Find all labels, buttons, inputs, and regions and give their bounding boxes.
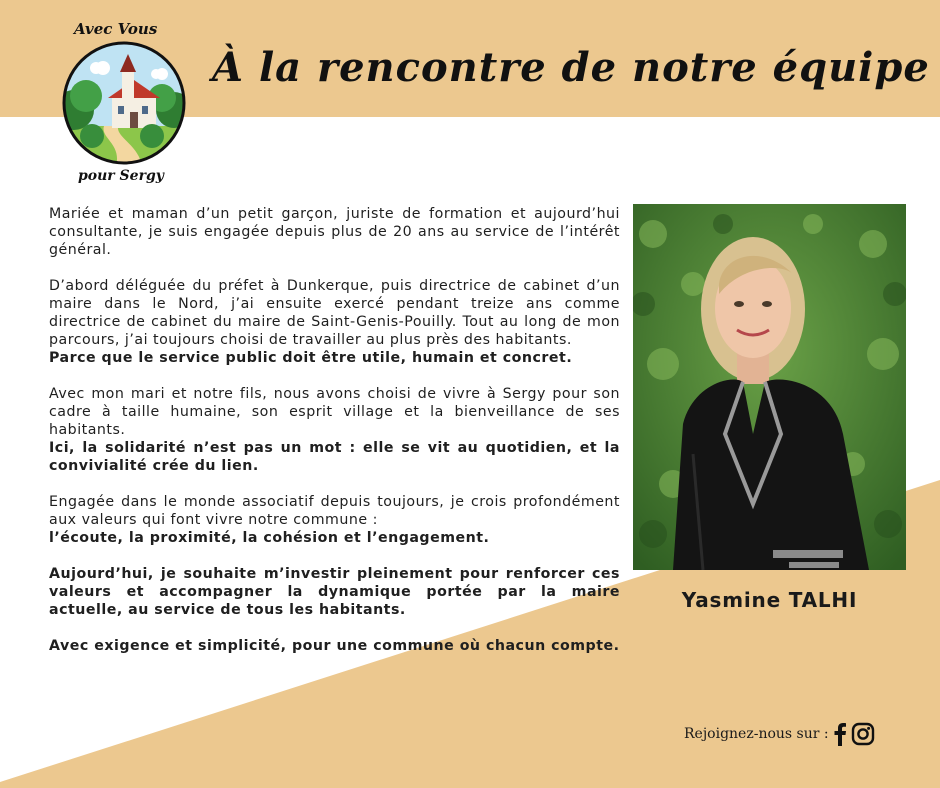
paragraph-5: Aujourd’hui, je souhaite m’investir pleinement pour renforcer ces valeurs et accompagner la dynamique portée par la maire actuelle, au service de tous les habitants. xyxy=(49,566,620,618)
logo-top-text: Avec Vous xyxy=(74,20,158,38)
social-links xyxy=(684,722,875,746)
person-name: Yasmine TALHI xyxy=(681,588,858,612)
village-logo-icon xyxy=(56,40,192,166)
paragraph-3-emphasis: Ici, la solidarité n’est pas un mot : elle se vit au quotidien, et la convivialité crée du lien. xyxy=(49,440,620,474)
paragraph-1: Mariée et maman d’un petit garçon, juriste de formation et aujourd’hui consultante, je suis engagée depuis plus de 20 ans au service de l’intérêt général. xyxy=(49,206,620,258)
paragraph-4-emphasis: l’écoute, la proximité, la cohésion et l’engagement. xyxy=(49,530,490,546)
paragraph-3: Avec mon mari et notre fils, nous avons choisi de vivre à Sergy pour son cadre à taille humaine, son esprit village et la bienveillance de ses habitants. Ici, la solidarité n’est pas un mot : elle se vit au quotidien, et la convivialité crée du lien. xyxy=(49,386,620,474)
social-label: Rejoignez-nous sur : xyxy=(684,726,829,742)
logo xyxy=(44,10,204,196)
biography-text xyxy=(49,205,620,673)
paragraph-2-emphasis: Parce que le service public doit être utile, humain et concret. xyxy=(49,350,573,366)
paragraph-2: D’abord déléguée du préfet à Dunkerque, puis directrice de cabinet d’un maire dans le Nord, j’ai ensuite exercé pendant treize ans comme directrice de cabinet du maire de Saint-Genis-Pouilly. Tout au long de mon parcours, j’ai toujours choisi de travailler au plus près des habitants. Parce que le service public doit être utile, humain et concret. xyxy=(49,278,620,366)
facebook-icon[interactable] xyxy=(833,722,847,746)
paragraph-4: Engagée dans le monde associatif depuis toujours, je crois profondément aux valeurs qui font vivre notre commune : l’écoute, la proximité, la cohésion et l’engagement. xyxy=(49,494,620,546)
instagram-icon[interactable] xyxy=(851,722,875,746)
logo-bottom-text: pour Sergy xyxy=(78,168,164,184)
paragraph-6: Avec exigence et simplicité, pour une commune où chacun compte. xyxy=(49,638,620,654)
portrait-photo xyxy=(633,204,906,570)
page-title: À la rencontre de notre équipe xyxy=(212,44,930,91)
